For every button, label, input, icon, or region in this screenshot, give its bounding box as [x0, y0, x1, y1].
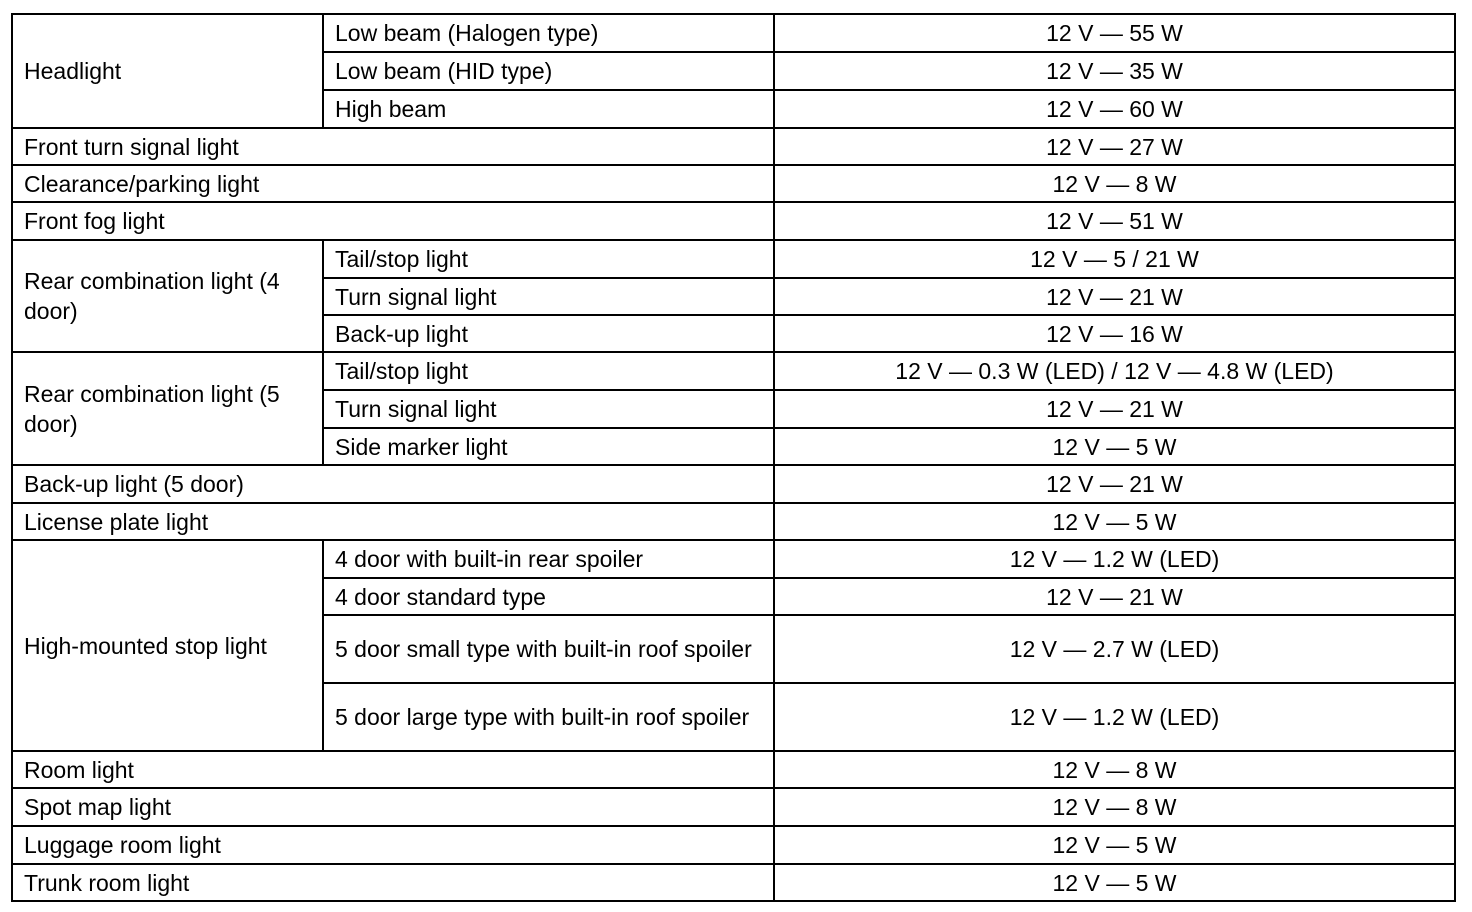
- rating-value: 12 V — 16 W: [774, 315, 1455, 352]
- rating-value: 12 V — 0.3 W (LED) / 12 V — 4.8 W (LED): [774, 352, 1455, 390]
- rating-value: 12 V — 27 W: [774, 128, 1455, 165]
- group-label-high-mounted-stop: High-mounted stop light: [12, 540, 323, 751]
- table-row: [12, 788, 1455, 826]
- item-label-license-plate: License plate light: [12, 503, 774, 540]
- rating-value: 12 V — 1.2 W (LED): [774, 540, 1455, 578]
- table-row: [12, 352, 1455, 390]
- item-label: 4 door standard type: [323, 578, 774, 615]
- rating-value: 12 V — 51 W: [774, 202, 1455, 240]
- item-label: 5 door large type with built-in roof spoiler: [323, 683, 774, 751]
- item-label-luggage-room: Luggage room light: [12, 826, 774, 864]
- rating-value: 12 V — 21 W: [774, 390, 1455, 428]
- item-label-front-turn-signal: Front turn signal light: [12, 128, 774, 165]
- rating-value: 12 V — 5 W: [774, 503, 1455, 540]
- rating-value: 12 V — 8 W: [774, 788, 1455, 826]
- item-label-trunk-room: Trunk room light: [12, 864, 774, 901]
- group-label-rear-combination-5-door: Rear combination light (5 door): [12, 352, 323, 465]
- item-label: Back-up light: [323, 315, 774, 352]
- item-label-room: Room light: [12, 751, 774, 788]
- rating-value: 12 V — 60 W: [774, 90, 1455, 128]
- item-label: 5 door small type with built-in roof spoiler: [323, 615, 774, 683]
- item-label: Low beam (Halogen type): [323, 14, 774, 52]
- table-row: [12, 751, 1455, 788]
- rating-value: 12 V — 8 W: [774, 751, 1455, 788]
- item-label: Turn signal light: [323, 278, 774, 315]
- rating-value: 12 V — 5 W: [774, 826, 1455, 864]
- rating-value: 12 V — 21 W: [774, 465, 1455, 503]
- rating-value: 12 V — 5 W: [774, 428, 1455, 465]
- item-label-front-fog: Front fog light: [12, 202, 774, 240]
- rating-value: 12 V — 8 W: [774, 165, 1455, 202]
- rating-value: 12 V — 35 W: [774, 52, 1455, 90]
- bulb-specification-table: [11, 13, 1456, 902]
- group-label-rear-combination-4-door: Rear combination light (4 door): [12, 240, 323, 352]
- group-label-headlight: Headlight: [12, 14, 323, 128]
- rating-value: 12 V — 1.2 W (LED): [774, 683, 1455, 751]
- item-label: Turn signal light: [323, 390, 774, 428]
- table-row: [12, 202, 1455, 240]
- rating-value: 12 V — 21 W: [774, 278, 1455, 315]
- rating-value: 12 V — 2.7 W (LED): [774, 615, 1455, 683]
- table-row: [12, 864, 1455, 901]
- table-row: [12, 240, 1455, 278]
- table-row: [12, 503, 1455, 540]
- item-label-spot-map: Spot map light: [12, 788, 774, 826]
- rating-value: 12 V — 55 W: [774, 14, 1455, 52]
- item-label-back-up-5-door: Back-up light (5 door): [12, 465, 774, 503]
- item-label-clearance-parking: Clearance/parking light: [12, 165, 774, 202]
- table-row: [12, 826, 1455, 864]
- item-label: High beam: [323, 90, 774, 128]
- item-label: Tail/stop light: [323, 352, 774, 390]
- table-row: [12, 14, 1455, 52]
- table-row: [12, 165, 1455, 202]
- rating-value: 12 V — 5 W: [774, 864, 1455, 901]
- item-label: Side marker light: [323, 428, 774, 465]
- item-label: 4 door with built-in rear spoiler: [323, 540, 774, 578]
- item-label: Low beam (HID type): [323, 52, 774, 90]
- table-row: [12, 128, 1455, 165]
- table-row: [12, 465, 1455, 503]
- item-label: Tail/stop light: [323, 240, 774, 278]
- table-row: [12, 540, 1455, 578]
- rating-value: 12 V — 21 W: [774, 578, 1455, 615]
- rating-value: 12 V — 5 / 21 W: [774, 240, 1455, 278]
